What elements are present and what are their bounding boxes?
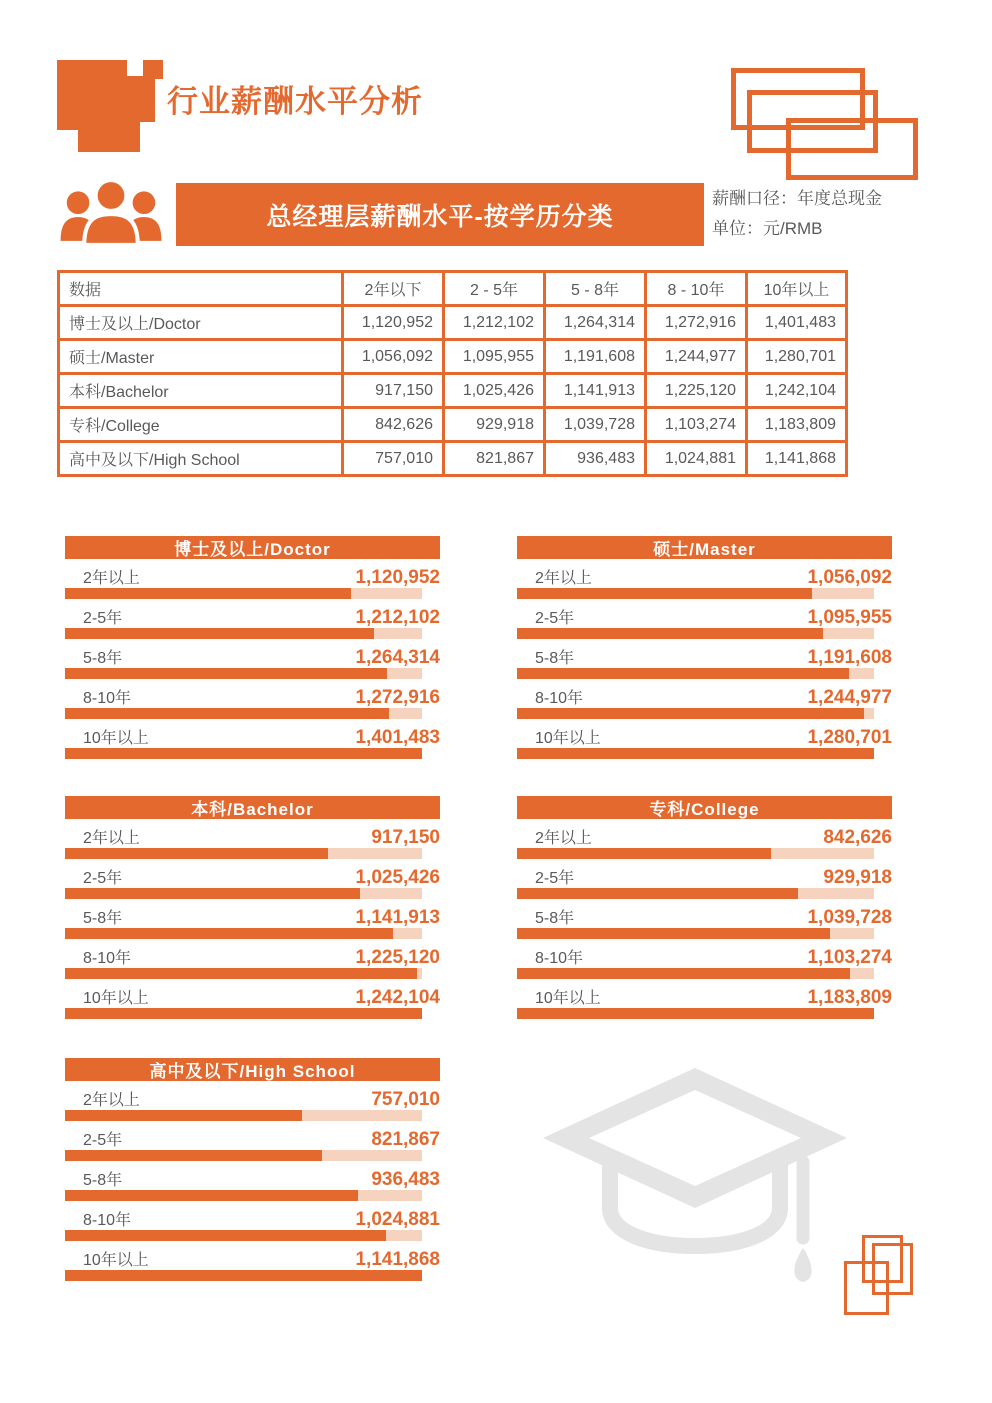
chart-title: 本科/Bachelor <box>65 796 440 819</box>
bar-value-label: 936,483 <box>371 1169 440 1190</box>
salary-table <box>57 270 848 477</box>
table-cell-value: 1,120,952 <box>343 306 444 340</box>
bar-row <box>517 725 892 759</box>
bar-row <box>65 825 440 859</box>
table-cell-value: 1,039,728 <box>545 408 646 442</box>
bar-category-label: 2-5年 <box>83 610 123 627</box>
bar-track <box>65 588 422 599</box>
bar-category-label: 8-10年 <box>83 950 132 967</box>
bar-fill <box>65 708 389 719</box>
bar-fill <box>517 1008 874 1019</box>
bar-value-label: 842,626 <box>823 827 892 848</box>
bar-value-label: 757,010 <box>371 1089 440 1110</box>
table-cell-value: 1,056,092 <box>343 340 444 374</box>
bar-line <box>65 1207 440 1230</box>
bar-row <box>65 905 440 939</box>
meta-caliber: 薪酬口径：年度总现金 <box>712 189 882 208</box>
table-cell-value: 842,626 <box>343 408 444 442</box>
bar-value-label: 1,212,102 <box>355 607 440 628</box>
bar-category-label: 2-5年 <box>535 610 575 627</box>
decor-rectangle <box>786 118 918 180</box>
bar-category-label: 10年以上 <box>83 990 149 1007</box>
table-cell-value: 1,141,868 <box>747 442 847 476</box>
bar-category-label: 8-10年 <box>535 950 584 967</box>
bar-line <box>65 1127 440 1150</box>
bar-category-label: 8-10年 <box>535 690 584 707</box>
bar-track <box>65 888 422 899</box>
bar-line <box>65 985 440 1008</box>
bar-fill <box>65 888 360 899</box>
bar-category-label: 2年以上 <box>83 1092 140 1109</box>
decor-square <box>78 100 140 152</box>
bar-row <box>65 565 440 599</box>
bar-row <box>65 1127 440 1161</box>
bar-line <box>65 905 440 928</box>
table-row <box>59 408 847 442</box>
page-title: 行业薪酬水平分析 <box>167 84 423 119</box>
bar-row <box>517 945 892 979</box>
bar-row <box>517 645 892 679</box>
bar-category-label: 5-8年 <box>535 650 575 667</box>
bar-line <box>65 645 440 668</box>
bar-track <box>517 888 874 899</box>
bar-fill <box>65 1270 422 1281</box>
bar-value-label: 1,024,881 <box>355 1209 440 1230</box>
bar-line <box>65 825 440 848</box>
bar-value-label: 821,867 <box>371 1129 440 1150</box>
bar-fill <box>517 588 812 599</box>
bar-track <box>65 1110 422 1121</box>
bar-value-label: 1,039,728 <box>807 907 892 928</box>
bar-track <box>65 748 422 759</box>
bar-track <box>517 628 874 639</box>
decor-square-outline <box>844 1261 889 1315</box>
bar-track <box>65 1190 422 1201</box>
bar-fill <box>517 708 864 719</box>
chart-panel <box>65 536 440 759</box>
table-row <box>59 374 847 408</box>
table-cell-value: 1,225,120 <box>646 374 747 408</box>
bar-track <box>65 1008 422 1019</box>
table-row-label: 硕士/Master <box>59 340 343 374</box>
bar-fill <box>517 848 771 859</box>
bar-row <box>65 685 440 719</box>
table-row <box>59 306 847 340</box>
bar-track <box>65 1270 422 1281</box>
table-row-label: 本科/Bachelor <box>59 374 343 408</box>
bar-line <box>65 565 440 588</box>
table-header-cell: 数据 <box>59 272 343 306</box>
bar-track <box>65 848 422 859</box>
bar-fill <box>65 668 387 679</box>
bar-value-label: 1,191,608 <box>807 647 892 668</box>
table-cell-value: 1,095,955 <box>444 340 545 374</box>
bar-category-label: 10年以上 <box>83 730 149 747</box>
bar-fill <box>65 928 393 939</box>
bar-fill <box>65 848 328 859</box>
chart-title: 高中及以下/High School <box>65 1058 440 1081</box>
bar-track <box>65 668 422 679</box>
bar-value-label: 1,056,092 <box>807 567 892 588</box>
bar-line <box>65 865 440 888</box>
bar-row <box>517 565 892 599</box>
bar-line <box>517 645 892 668</box>
table-row-label: 专科/College <box>59 408 343 442</box>
bar-fill <box>65 588 351 599</box>
bar-category-label: 5-8年 <box>83 1172 123 1189</box>
bar-value-label: 1,244,977 <box>807 687 892 708</box>
meta-unit: 单位：元/RMB <box>712 219 823 238</box>
bar-value-label: 1,095,955 <box>807 607 892 628</box>
bar-row <box>65 605 440 639</box>
bar-category-label: 10年以上 <box>535 990 601 1007</box>
bar-category-label: 10年以上 <box>83 1252 149 1269</box>
bar-category-label: 2年以上 <box>83 830 140 847</box>
bar-track <box>65 628 422 639</box>
bar-row <box>65 1087 440 1121</box>
bar-line <box>517 725 892 748</box>
table-row <box>59 442 847 476</box>
bar-track <box>517 928 874 939</box>
bar-row <box>517 865 892 899</box>
bar-line <box>65 725 440 748</box>
bar-row <box>517 985 892 1019</box>
bar-fill <box>65 1110 302 1121</box>
bar-line <box>517 605 892 628</box>
bar-track <box>65 1150 422 1161</box>
bar-fill <box>65 1150 322 1161</box>
bar-row <box>517 605 892 639</box>
bar-fill <box>517 928 830 939</box>
bar-row <box>65 1167 440 1201</box>
table-cell-value: 1,191,608 <box>545 340 646 374</box>
bar-fill <box>65 1008 422 1019</box>
table-cell-value: 936,483 <box>545 442 646 476</box>
table-row-label: 高中及以下/High School <box>59 442 343 476</box>
bar-row <box>65 1207 440 1241</box>
bar-fill <box>517 668 849 679</box>
table-row <box>59 340 847 374</box>
table-cell-value: 917,150 <box>343 374 444 408</box>
bar-value-label: 1,141,913 <box>355 907 440 928</box>
table-cell-value: 929,918 <box>444 408 545 442</box>
bar-fill <box>65 1190 358 1201</box>
bar-line <box>517 865 892 888</box>
bar-value-label: 1,242,104 <box>355 987 440 1008</box>
table-cell-value: 1,401,483 <box>747 306 847 340</box>
table-cell-value: 1,212,102 <box>444 306 545 340</box>
bar-line <box>517 565 892 588</box>
bar-category-label: 2年以上 <box>83 570 140 587</box>
bar-line <box>65 1247 440 1270</box>
bar-row <box>65 865 440 899</box>
bar-value-label: 1,103,274 <box>807 947 892 968</box>
table-cell-value: 1,280,701 <box>747 340 847 374</box>
chart-panel <box>65 796 440 1019</box>
table-cell-value: 1,103,274 <box>646 408 747 442</box>
bar-value-label: 1,401,483 <box>355 727 440 748</box>
section-banner-title: 总经理层薪酬水平-按学历分类 <box>266 202 614 231</box>
bar-value-label: 1,272,916 <box>355 687 440 708</box>
bar-track <box>65 708 422 719</box>
bar-row <box>65 645 440 679</box>
bar-category-label: 8-10年 <box>83 1212 132 1229</box>
bar-value-label: 929,918 <box>823 867 892 888</box>
bar-value-label: 1,264,314 <box>355 647 440 668</box>
bar-category-label: 5-8年 <box>83 650 123 667</box>
bar-track <box>65 1230 422 1241</box>
bar-fill <box>65 1230 386 1241</box>
table-cell-value: 1,183,809 <box>747 408 847 442</box>
chart-panel <box>517 536 892 759</box>
bar-fill <box>517 968 850 979</box>
bar-line <box>65 685 440 708</box>
table-cell-value: 1,025,426 <box>444 374 545 408</box>
chart-title: 硕士/Master <box>517 536 892 559</box>
bar-track <box>517 668 874 679</box>
table-cell-value: 1,244,977 <box>646 340 747 374</box>
table-header-cell: 8 - 10年 <box>646 272 747 306</box>
table-cell-value: 821,867 <box>444 442 545 476</box>
bar-category-label: 5-8年 <box>535 910 575 927</box>
bar-line <box>517 905 892 928</box>
bar-track <box>517 968 874 979</box>
bar-track <box>517 1008 874 1019</box>
bar-track <box>517 588 874 599</box>
bar-category-label: 5-8年 <box>83 910 123 927</box>
table-cell-value: 1,141,913 <box>545 374 646 408</box>
bar-category-label: 2年以上 <box>535 830 592 847</box>
bar-line <box>517 985 892 1008</box>
bar-value-label: 1,280,701 <box>807 727 892 748</box>
bar-line <box>65 605 440 628</box>
bar-line <box>517 945 892 968</box>
chart-title: 博士及以上/Doctor <box>65 536 440 559</box>
bar-fill <box>517 628 823 639</box>
chart-panel <box>65 1058 440 1281</box>
bar-row <box>517 905 892 939</box>
bar-category-label: 2-5年 <box>83 870 123 887</box>
chart-panel <box>517 796 892 1019</box>
bar-fill <box>65 628 374 639</box>
bar-category-label: 2-5年 <box>83 1132 123 1149</box>
bar-track <box>517 848 874 859</box>
table-cell-value: 757,010 <box>343 442 444 476</box>
bar-value-label: 1,025,426 <box>355 867 440 888</box>
bar-category-label: 2年以上 <box>535 570 592 587</box>
bar-category-label: 8-10年 <box>83 690 132 707</box>
table-row-label: 博士及以上/Doctor <box>59 306 343 340</box>
table-cell-value: 1,272,916 <box>646 306 747 340</box>
bar-value-label: 1,120,952 <box>355 567 440 588</box>
bar-row <box>65 1247 440 1281</box>
bar-category-label: 10年以上 <box>535 730 601 747</box>
bar-line <box>65 945 440 968</box>
bar-fill <box>65 968 417 979</box>
decor-square <box>143 60 163 79</box>
section-banner <box>176 183 704 246</box>
people-group-icon <box>57 177 165 247</box>
bar-track <box>65 968 422 979</box>
bar-track <box>65 928 422 939</box>
table-cell-value: 1,264,314 <box>545 306 646 340</box>
bar-row <box>517 825 892 859</box>
graduation-cap-icon <box>535 1060 865 1310</box>
table-header-cell: 10年以上 <box>747 272 847 306</box>
bar-value-label: 1,225,120 <box>355 947 440 968</box>
bar-value-label: 1,141,868 <box>355 1249 440 1270</box>
bar-row <box>517 685 892 719</box>
bar-line <box>65 1087 440 1110</box>
bar-line <box>65 1167 440 1190</box>
table-header-cell: 2 - 5年 <box>444 272 545 306</box>
table-cell-value: 1,242,104 <box>747 374 847 408</box>
bar-category-label: 2-5年 <box>535 870 575 887</box>
table-header-row <box>59 272 847 306</box>
bar-row <box>65 945 440 979</box>
table-cell-value: 1,024,881 <box>646 442 747 476</box>
table-header-cell: 5 - 8年 <box>545 272 646 306</box>
bar-track <box>517 708 874 719</box>
salary-meta <box>712 184 882 244</box>
table-header-cell: 2年以下 <box>343 272 444 306</box>
bar-value-label: 1,183,809 <box>807 987 892 1008</box>
bar-value-label: 917,150 <box>371 827 440 848</box>
bar-fill <box>65 748 422 759</box>
bar-line <box>517 825 892 848</box>
bar-row <box>65 985 440 1019</box>
bar-fill <box>517 888 798 899</box>
bar-track <box>517 748 874 759</box>
chart-title: 专科/College <box>517 796 892 819</box>
bar-fill <box>517 748 874 759</box>
bar-line <box>517 685 892 708</box>
bar-row <box>65 725 440 759</box>
